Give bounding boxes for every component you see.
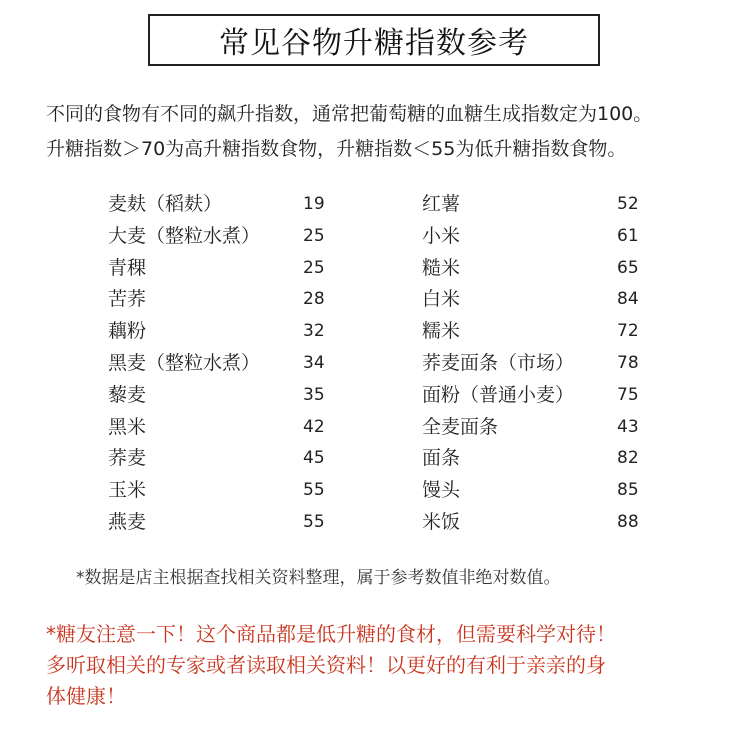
gi-value: 85 [617,480,639,501]
intro-line-1: 不同的食物有不同的飙升指数，通常把葡萄糖的血糖生成指数定为100。 [46,103,653,125]
food-name: 面条 [422,447,461,470]
intro-paragraph [46,97,736,167]
warning-line-2: 多听取相关的专家或者读取相关资料！以更好的有利于亲亲的身 [46,653,606,677]
intro-line-2: 升糖指数＞70为高升糖指数食物，升糖指数＜55为低升糖指数食物。 [46,138,627,160]
gi-value: 55 [303,480,325,501]
food-name: 苦荞 [108,288,147,311]
food-name: 面粉（普通小麦） [422,383,575,406]
food-name: 青稞 [108,256,147,279]
gi-value: 65 [617,257,639,278]
gi-value: 72 [617,321,639,342]
gi-value: 82 [617,448,639,469]
food-name: 馒头 [422,479,461,502]
gi-value: 61 [617,225,639,246]
food-name: 荞麦 [108,447,147,470]
food-name: 荞麦面条（市场） [422,351,575,374]
food-name: 玉米 [108,479,147,502]
gi-value: 32 [303,321,325,342]
gi-value: 43 [617,416,639,437]
gi-value: 78 [617,352,639,373]
gi-value: 28 [303,289,325,310]
warning-paragraph [46,619,736,712]
food-name: 黑米 [108,415,147,438]
warning-line-1: *糖友注意一下！这个商品都是低升糖的食材，但需要科学对待！ [46,622,616,646]
food-name: 麦麸（稻麸） [108,193,223,215]
gi-value: 34 [303,352,325,373]
food-name: 糯米 [422,320,461,343]
gi-value: 42 [303,416,325,437]
gi-value: 88 [617,511,639,532]
food-name: 白米 [422,288,461,311]
gi-value: 75 [617,384,639,405]
food-name: 全麦面条 [422,415,499,438]
gi-value: 55 [303,511,325,532]
page-title: 常见谷物升糖指数参考 [148,14,600,66]
gi-value: 19 [303,194,325,214]
food-name: 米饭 [422,510,461,533]
food-name: 红薯 [422,193,461,215]
food-name: 大麦（整粒水煮） [108,224,261,247]
gi-value: 35 [303,384,325,405]
data-source-note: *数据是店主根据查找相关资料整理，属于参考数值非绝对数值。 [76,568,561,588]
gi-value: 45 [303,448,325,469]
warning-line-3: 体健康！ [46,684,126,708]
food-name: 糙米 [422,256,461,279]
gi-value: 84 [617,289,639,310]
food-name: 燕麦 [108,510,147,533]
food-name: 藜麦 [108,383,147,406]
food-name: 黑麦（整粒水煮） [108,351,261,374]
food-name: 小米 [422,224,461,247]
gi-value: 52 [617,194,639,214]
gi-value: 25 [303,257,325,278]
food-name: 藕粉 [108,320,147,343]
gi-value: 25 [303,225,325,246]
